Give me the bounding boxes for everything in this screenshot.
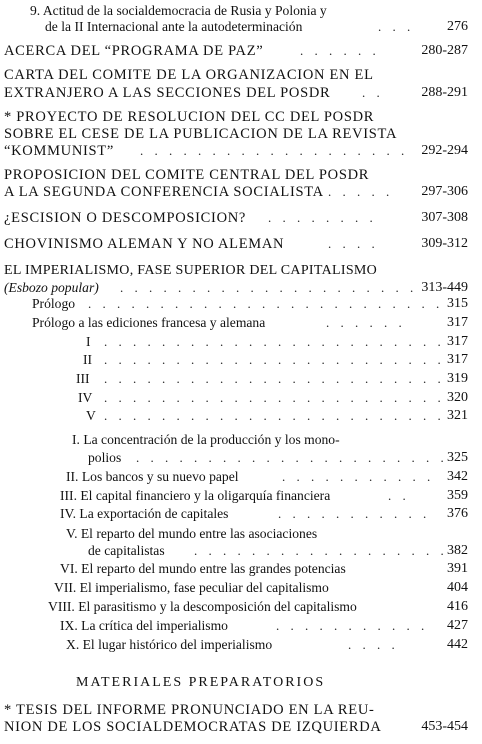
leader-dots: . . . [378,19,415,34]
leader-dots: . . . . . . . . . . . . . . . . . . . [140,143,409,158]
page-number: 307-308 [421,210,468,225]
entry-line: IV. La exportación de capitales [60,506,229,521]
page-number: 317 [447,315,468,330]
entry-line: polios [88,450,122,465]
entry-line: VI. El reparto del mundo entre las grandes potencias [60,561,346,576]
leader-dots: . . . . . . . . . . . . . . . . . . . . . . . . [104,352,445,367]
page-number: 442 [447,637,468,652]
entry-line: SOBRE EL CESE DE LA PUBLICACION DE LA REVISTA [4,126,398,142]
page-number: 292-294 [421,143,468,158]
entry-line: III [76,371,90,386]
entry-line: * PROYECTO DE RESOLUCION DEL CC DEL POSDR [4,109,375,125]
leader-dots: . . . . . [328,184,394,199]
leader-dots: . . . . . . . . . . . . . . . . . . . . . . . . [104,334,445,349]
page-number: 280-287 [421,43,468,58]
entry-line: Prólogo a las ediciones francesa y alemana [32,315,266,330]
leader-dots: . . . . [348,637,399,652]
entry-line: III. El capital financiero y la oligarquía financiera [60,488,331,503]
entry-line: CHOVINISMO ALEMAN Y NO ALEMAN [4,236,285,252]
leader-dots: . . . . [328,236,379,251]
entry-line: NION DE LOS SOCIALDEMOCRATAS DE IZQUIERDA [4,719,382,735]
leader-dots: . . . . . . [326,315,406,330]
page-number: 416 [447,599,468,614]
entry-line: 9. Actitud de la socialdemocracia de Rusia y Polonia y [30,3,327,18]
entry-line: X. El lugar histórico del imperialismo [66,637,273,652]
entry-line: EXTRANJERO A LAS SECCIONES DEL POSDR [4,85,331,101]
page-number: 313-449 [421,280,468,295]
leader-dots: . . . . . . . . . . . . . . . . . . . . . . [136,450,448,465]
page-number: 376 [447,506,468,521]
entry-subtitle: (Esbozo popular) [4,280,99,295]
page-number: 288-291 [421,85,468,100]
entry-line: V. El reparto del mundo entre las asociaciones [66,526,318,541]
entry-line: II [83,352,93,367]
page-number: 309-312 [421,236,468,251]
leader-dots: . . . . . . . . . . . . . . . . . . . . . [120,280,418,295]
page-number: 325 [447,450,468,465]
entry-line: ¿ESCISION O DESCOMPOSICION? [4,210,247,226]
leader-dots: . . . . . . [300,43,380,58]
entry-line: * TESIS DEL INFORME PRONUNCIADO EN LA REU- [4,702,375,718]
entry-line: IV [78,390,93,405]
entry-line: II. Los bancos y su nuevo papel [66,469,239,484]
entry-line: “KOMMUNIST” [4,143,114,159]
page-number: 382 [447,543,468,558]
entry-line: CARTA DEL COMITE DE LA ORGANIZACION EN EL [4,67,374,83]
entry-line: VIII. El parasitismo y la descomposición del capitalismo [48,599,357,614]
leader-dots: . . . . . . . . . . . . . . . . . . . . . . . . . [88,296,444,311]
page-number: 317 [447,352,468,367]
entry-line: ACERCA DEL “PROGRAMA DE PAZ” [4,43,264,59]
page-number: 320 [447,390,468,405]
page-number: 319 [447,371,468,386]
section-heading: MATERIALES PREPARATORIOS [76,675,326,690]
page-number: 427 [447,618,468,633]
leader-dots: . . . . . . . . . . . [278,506,431,521]
leader-dots: . . . . . . . . . . . [282,469,435,484]
entry-line: I [86,334,91,349]
page-number: 321 [447,408,468,423]
entry-line: de la II Internacional ante la autodeterminación [45,19,303,34]
entry-line: EL IMPERIALISMO, FASE SUPERIOR DEL CAPITALISMO [4,263,378,278]
leader-dots: . . [362,85,384,100]
entry-line: de capitalistas [88,543,165,558]
leader-dots: . . . . . . . . . . . . . . . . . . [194,543,448,558]
page-number: 315 [447,296,468,311]
leader-dots: . . . . . . . . . . . . . . . . . . . . . . . . [104,408,445,423]
leader-dots: . . . . . . . . [268,210,377,225]
leader-dots: . . . . . . . . . . . [276,618,429,633]
entry-line: Prólogo [32,296,76,311]
entry-line: V [86,408,96,423]
leader-dots: . . [388,488,410,503]
page-number: 404 [447,580,468,595]
entry-line: IX. La crítica del imperialismo [60,618,228,633]
page-number: 359 [447,488,468,503]
entry-line: A LA SEGUNDA CONFERENCIA SOCIALISTA [4,184,324,200]
entry-line: I. La concentración de la producción y los mono- [72,432,340,447]
leader-dots: . . . . . . . . . . . . . . . . . . . . . . . . [104,371,445,386]
page-number: 297-306 [421,184,468,199]
page-number: 391 [447,561,468,576]
page-number: 342 [447,469,468,484]
page-number: 317 [447,334,468,349]
page-number: 276 [447,19,468,34]
leader-dots: . . . . . . . . . . . . . . . . . . . . . . . . [104,390,445,405]
page-number: 453-454 [421,719,468,734]
entry-line: VII. El imperialismo, fase peculiar del capitalismo [54,580,329,595]
entry-line: PROPOSICION DEL COMITE CENTRAL DEL POSDR [4,167,370,183]
